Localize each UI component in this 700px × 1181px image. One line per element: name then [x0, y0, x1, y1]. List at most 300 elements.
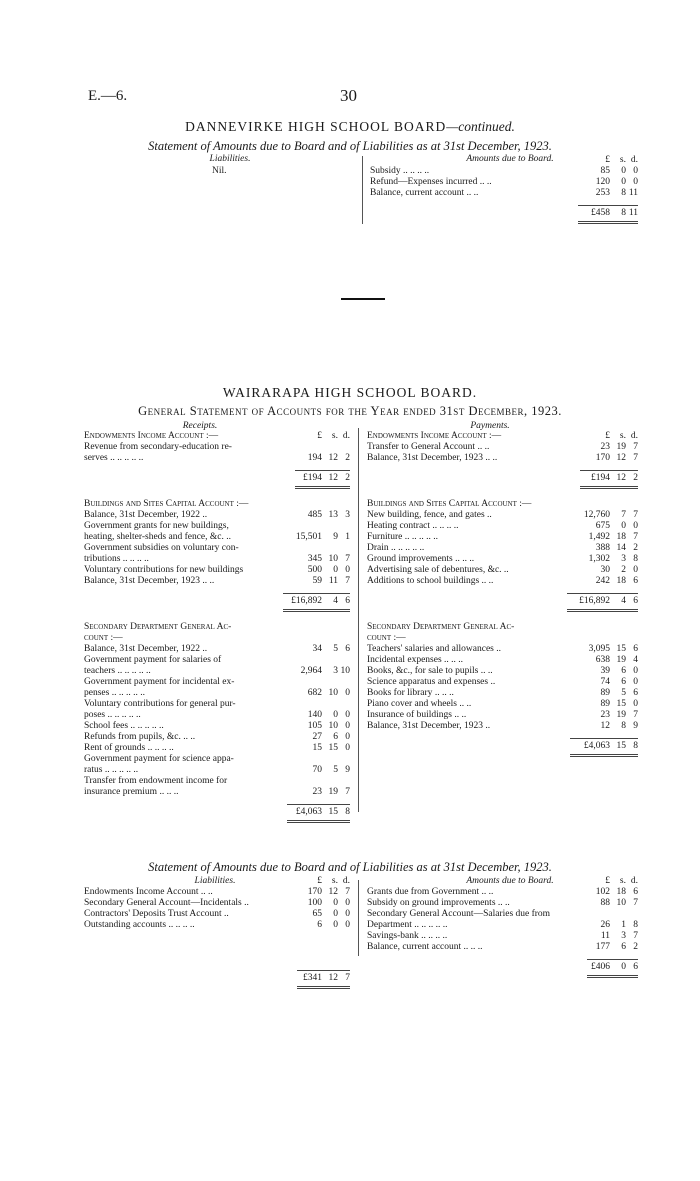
pence	[338, 754, 350, 765]
pounds	[287, 699, 322, 710]
pounds-header: £	[605, 876, 610, 886]
table-row	[367, 576, 638, 587]
shillings: 12	[616, 453, 626, 463]
row-label-text: Balance, 31st December, 1922	[84, 510, 200, 520]
total-pence: 2	[338, 471, 350, 488]
table-row	[367, 898, 638, 909]
pence	[626, 909, 638, 920]
pounds: 1,302	[588, 554, 610, 564]
table-row	[84, 510, 350, 521]
pounds: 140	[307, 710, 322, 720]
pence: 4	[633, 655, 638, 665]
table-row	[367, 565, 638, 576]
pence: 0	[633, 166, 638, 176]
shillings: 0	[621, 166, 626, 176]
row-label	[84, 510, 283, 521]
row-label	[370, 188, 578, 199]
pence: 0	[345, 743, 350, 753]
table-row	[84, 442, 350, 453]
section-heading-cont: count :—	[84, 633, 123, 643]
leader-dots: .. ..	[477, 177, 492, 187]
leader-dots: .. .. .. ..	[400, 166, 430, 176]
total-pence: 6	[338, 594, 350, 611]
section-header-row	[84, 633, 350, 644]
page-number: 30	[340, 86, 357, 105]
total-pounds: £406	[587, 960, 610, 977]
row-label	[367, 931, 587, 942]
pounds: 194	[307, 453, 322, 463]
pounds: 2,964	[300, 666, 322, 676]
pence: 1	[345, 532, 350, 542]
dannevirke-subtitle: Statement of Amounts due to Board and of Liabilities as at 31st December, 1923.	[148, 139, 552, 153]
table-row	[84, 655, 350, 666]
row-label	[84, 721, 287, 732]
row-label	[84, 754, 287, 765]
total-row	[367, 471, 638, 488]
row-label	[84, 787, 287, 798]
pence: 0	[633, 565, 638, 575]
pence: 6	[345, 644, 350, 654]
row-label	[84, 677, 287, 688]
pence-header: d.	[630, 155, 638, 165]
table-row	[367, 453, 638, 464]
pence: 10	[340, 666, 350, 676]
table-row	[84, 776, 350, 787]
shillings: 0	[333, 909, 338, 919]
pounds: 102	[595, 887, 610, 897]
shillings-header: s.	[331, 876, 338, 886]
spacer	[367, 876, 587, 887]
total-row	[84, 971, 350, 988]
row-label-text: Government grants for new buildings,	[84, 521, 229, 531]
pounds: 27	[312, 732, 322, 742]
table-row	[367, 942, 638, 953]
row-label-text: teachers .. .. .. .. ..	[84, 666, 151, 676]
receipts-secondary	[84, 622, 350, 823]
shillings-header: s.	[619, 431, 626, 441]
table-row	[84, 743, 350, 754]
row-label	[84, 776, 287, 787]
total-pence: 8	[338, 805, 350, 822]
statement-divider	[358, 880, 359, 956]
leader-dots: .. ..	[199, 576, 215, 586]
leader-dots: .. ..	[495, 898, 510, 908]
row-label-text: New building, fence, and gates	[367, 510, 485, 520]
leader-dots: .. .. .. .. ..	[388, 543, 425, 553]
spacer-row	[84, 931, 350, 964]
row-label	[84, 710, 287, 721]
pounds: 74	[600, 677, 610, 687]
total-shillings: 15	[610, 739, 626, 756]
table-row	[84, 554, 350, 565]
leader-dots: .. .. ..	[432, 688, 454, 698]
pounds: 485	[307, 510, 322, 520]
leader-dots: .. .. .. .. ..	[105, 710, 141, 720]
pounds	[287, 677, 322, 688]
total-shillings: 12	[322, 971, 338, 988]
pence	[338, 543, 350, 554]
leader-dots: .. ..	[180, 732, 196, 742]
row-label-text: Refund—Expenses incurred	[370, 177, 478, 187]
pence: 7	[633, 710, 638, 720]
shillings: 0	[333, 898, 338, 908]
leader-dots: ..	[482, 721, 491, 731]
account-table	[84, 431, 350, 489]
total-pence: 11	[626, 206, 638, 223]
row-label-text: Piano cover and wheels	[367, 699, 457, 709]
table-row	[84, 920, 350, 931]
table-row	[370, 166, 638, 177]
shillings: 0	[333, 920, 338, 930]
leader-dots: ..	[241, 898, 249, 908]
row-label	[367, 677, 570, 688]
row-label-text: ratus	[84, 765, 103, 775]
row-label-text: poses	[84, 710, 106, 720]
leader-dots: .. ..	[198, 887, 213, 897]
shillings: 13	[328, 510, 338, 520]
pounds: 30	[600, 565, 610, 575]
row-label	[367, 554, 567, 565]
row-label-text: Heating contract	[367, 521, 431, 531]
pounds: 59	[312, 576, 322, 586]
total-row	[84, 805, 350, 822]
row-label	[84, 688, 287, 699]
pounds	[283, 521, 322, 532]
table-row	[370, 177, 638, 188]
leader-dots: .. ..	[464, 188, 479, 198]
pounds: 500	[307, 565, 322, 575]
row-label	[84, 898, 297, 909]
statement-liabilities-heading: Liabilities.	[194, 876, 236, 886]
section-separator	[341, 298, 385, 300]
pence: 6	[633, 887, 638, 897]
shillings: 18	[616, 532, 626, 542]
shillings: 1	[621, 920, 626, 930]
total-pence: 6	[626, 960, 638, 977]
pence-header: d.	[630, 876, 638, 886]
dannevirke-assets-heading: Amounts due to Board.	[466, 154, 554, 164]
section-header-row	[367, 622, 638, 633]
shillings: 6	[333, 732, 338, 742]
leader-dots: ..	[493, 644, 501, 654]
pence-header: d.	[630, 431, 638, 441]
row-label-text: Balance, 31st December, 1922	[84, 644, 200, 654]
row-label	[367, 909, 587, 920]
row-label	[367, 898, 587, 909]
total-pence: 8	[626, 739, 638, 756]
pence: 6	[633, 688, 638, 698]
row-label-text: Refunds from pupils, &c.	[84, 732, 181, 742]
row-label-text: Transfer from endowment income for	[84, 776, 228, 786]
row-label-text: Science apparatus and expenses	[367, 677, 489, 687]
section-header-row	[367, 633, 638, 644]
shillings: 10	[328, 554, 338, 564]
leader-dots: .. .. .. .. ..	[102, 765, 139, 775]
leader-dots: .. .. .. ..	[418, 931, 448, 941]
spacer	[84, 971, 297, 988]
leader-dots: .. .. .. ..	[145, 743, 174, 753]
pounds	[287, 776, 322, 787]
pounds: 388	[595, 543, 610, 553]
row-label	[84, 699, 287, 710]
pounds	[295, 442, 322, 453]
pounds: 34	[312, 644, 322, 654]
table-row	[84, 565, 350, 576]
row-label-text: Savings-bank	[367, 931, 419, 941]
pounds: 65	[312, 909, 322, 919]
leader-dots: .. ..	[479, 887, 494, 897]
pence: 6	[633, 644, 638, 654]
row-label	[370, 177, 578, 188]
shillings: 11	[328, 576, 338, 586]
leader-dots: ..	[501, 565, 509, 575]
pounds: 3,095	[588, 644, 610, 654]
shillings: 5	[333, 765, 338, 775]
pence	[338, 655, 350, 666]
pence-header: d.	[342, 431, 350, 441]
pounds: 12,760	[583, 510, 610, 520]
shillings	[322, 754, 338, 765]
pence: 9	[633, 721, 638, 731]
section-heading: Secondary Department General Ac-	[84, 622, 232, 632]
total-shillings: 8	[610, 206, 626, 223]
total-pounds: £194	[580, 471, 610, 488]
pounds: 23	[600, 442, 610, 452]
pence: 0	[345, 920, 350, 930]
shillings	[322, 521, 338, 532]
wairarapa-statement-subtitle: Statement of Amounts due to Board and of Liabilities as at 31st December, 1923.	[148, 860, 552, 874]
row-label-text: Endowments Income Account	[84, 887, 199, 897]
total-pounds: £16,892	[567, 594, 610, 611]
table-row	[84, 721, 350, 732]
shillings: 2	[621, 565, 626, 575]
section-header-row	[84, 499, 350, 510]
shillings: 15	[616, 644, 626, 654]
shillings	[322, 655, 338, 666]
table-row	[367, 543, 638, 554]
row-label	[367, 532, 567, 543]
pence: 0	[633, 521, 638, 531]
row-label	[367, 543, 567, 554]
pence: 0	[345, 721, 350, 731]
table-row	[367, 920, 638, 931]
pence: 0	[345, 688, 350, 698]
row-label	[370, 166, 578, 177]
row-label	[84, 743, 287, 754]
spacer	[370, 206, 578, 223]
leader-dots: ..	[221, 909, 229, 919]
leader-dots: .. ..	[451, 710, 467, 720]
pounds: 105	[307, 721, 322, 731]
leader-dots: ..	[485, 666, 493, 676]
table-row	[367, 688, 638, 699]
pounds: 638	[595, 655, 610, 665]
row-label	[367, 710, 570, 721]
column-header-row	[367, 876, 638, 887]
leader-dots: .. .. ..	[452, 554, 475, 564]
row-label-text: Government subsidies on voluntary con-	[84, 543, 239, 553]
shillings: 19	[616, 655, 626, 665]
shillings: 0	[621, 177, 626, 187]
row-label-text: Grants due from Government	[367, 887, 480, 897]
pence: 0	[345, 909, 350, 919]
row-label-text: Balance, 31st December, 1923	[84, 576, 200, 586]
payments-column	[367, 431, 638, 757]
total-row	[367, 739, 638, 756]
pence: 7	[345, 787, 350, 797]
row-label-text: Department	[367, 920, 412, 930]
row-label-text: Contractors' Deposits Trust Account	[84, 909, 222, 919]
shillings: 15	[328, 743, 338, 753]
leader-dots: ..	[199, 510, 208, 520]
total-shillings: 4	[610, 594, 626, 611]
pence: 0	[633, 177, 638, 187]
leader-dots: .. .. .. .. ..	[402, 532, 438, 542]
pounds: 15,501	[295, 532, 322, 542]
pounds-header: £	[317, 876, 322, 886]
row-label-text: Books for library	[367, 688, 433, 698]
pounds-header: £	[605, 431, 610, 441]
wairarapa-subtitle: General Statement of Accounts for the Year ended 31st December, 1923.	[138, 404, 562, 418]
pence: 8	[633, 920, 638, 930]
table-row	[367, 510, 638, 521]
section-header-row	[367, 499, 638, 510]
receipts-heading: Receipts.	[182, 421, 218, 431]
section-heading: Buildings and Sites Capital Account :—	[367, 499, 532, 509]
row-label-text: Government payment for salaries of	[84, 655, 222, 665]
row-label-text: Balance, current account ..	[367, 942, 469, 952]
row-label-text: heating, shelter-sheds and fence, &c. ..	[84, 532, 232, 542]
table-row	[367, 521, 638, 532]
spacer	[84, 594, 283, 611]
shillings: 5	[621, 688, 626, 698]
table-row	[367, 887, 638, 898]
row-label	[84, 887, 297, 898]
payments-buildings	[367, 499, 638, 612]
row-label-text: Books, &c., for sale to pupils ..	[367, 666, 486, 676]
shillings-header: s.	[331, 431, 338, 441]
dannevirke-title-text: DANNEVIRKE HIGH SCHOOL BOARD	[185, 119, 447, 134]
pounds: 1,492	[588, 532, 610, 542]
pounds: 345	[307, 554, 322, 564]
row-label	[84, 920, 297, 931]
shillings: 8	[621, 188, 626, 198]
table-row	[367, 931, 638, 942]
pounds: 23	[600, 710, 610, 720]
account-table	[367, 431, 638, 489]
shillings: 9	[333, 532, 338, 542]
receipts-buildings	[84, 499, 350, 612]
section-heading: Endowments Income Account :—	[367, 431, 502, 441]
dannevirke-continued: —continued.	[446, 119, 515, 134]
section-heading: Endowments Income Account :—	[84, 431, 219, 441]
table-row	[84, 666, 350, 677]
row-label-text: School fees ..	[84, 721, 136, 731]
table-row	[367, 699, 638, 710]
row-label	[367, 510, 567, 521]
pounds: 170	[595, 453, 610, 463]
pence	[338, 521, 350, 532]
shillings: 10	[328, 688, 338, 698]
row-label	[84, 576, 283, 587]
table-row	[367, 442, 638, 453]
pence: 3	[345, 510, 350, 520]
pence: 7	[345, 576, 350, 586]
section-header-row	[84, 431, 350, 442]
pence: 7	[345, 887, 350, 897]
total-pounds: £4,063	[287, 805, 322, 822]
total-pounds: £194	[295, 471, 322, 488]
pounds: 682	[307, 688, 322, 698]
pence: 6	[633, 576, 638, 586]
shillings: 8	[621, 721, 626, 731]
pence: 7	[633, 532, 638, 542]
shillings: 18	[616, 576, 626, 586]
table-row	[370, 188, 638, 199]
shillings: 3	[621, 554, 626, 564]
section-heading-cont: count :—	[367, 633, 406, 643]
row-label	[367, 442, 580, 453]
spacer	[367, 471, 580, 488]
shillings	[610, 909, 626, 920]
pounds: 23	[312, 787, 322, 797]
pounds: 85	[600, 166, 610, 176]
total-pence: 2	[626, 471, 638, 488]
spacer	[84, 805, 287, 822]
row-label	[84, 521, 283, 532]
total-pence: 6	[626, 594, 638, 611]
pounds-header: £	[605, 155, 610, 165]
table-row	[367, 666, 638, 677]
table-row	[84, 699, 350, 710]
total-shillings: 15	[322, 805, 338, 822]
total-pence: 7	[338, 971, 350, 988]
receipts-endowments	[84, 431, 350, 489]
pounds: 675	[595, 521, 610, 531]
shillings: 19	[616, 710, 626, 720]
row-label-text: Subsidy on ground improvements	[367, 898, 496, 908]
pounds: 177	[595, 942, 610, 952]
leader-dots: .. .. ..	[157, 787, 179, 797]
shillings	[322, 543, 338, 554]
row-label	[367, 920, 587, 931]
total-row	[370, 206, 638, 223]
table-row	[84, 765, 350, 776]
row-label-text: Balance, 31st December, 1923	[367, 453, 483, 463]
pounds: 89	[600, 699, 610, 709]
statement-assets	[367, 876, 638, 978]
table-row	[84, 521, 350, 532]
column-header-row	[84, 876, 350, 887]
leader-dots: ..	[484, 510, 492, 520]
pence: 2	[633, 942, 638, 952]
pence	[338, 677, 350, 688]
table-row	[367, 677, 638, 688]
total-row	[84, 471, 350, 488]
leader-dots: ..	[488, 677, 496, 687]
spacer	[84, 471, 295, 488]
table-row	[367, 554, 638, 565]
section-header-row	[367, 431, 638, 442]
spacer	[367, 594, 567, 611]
row-label	[367, 721, 570, 732]
row-label	[84, 909, 297, 920]
section-heading: Buildings and Sites Capital Account :—	[84, 499, 249, 509]
payments-secondary	[367, 622, 638, 757]
row-label-text: Balance, 31st December, 1923	[367, 721, 483, 731]
table-row	[84, 787, 350, 798]
table-row	[84, 543, 350, 554]
